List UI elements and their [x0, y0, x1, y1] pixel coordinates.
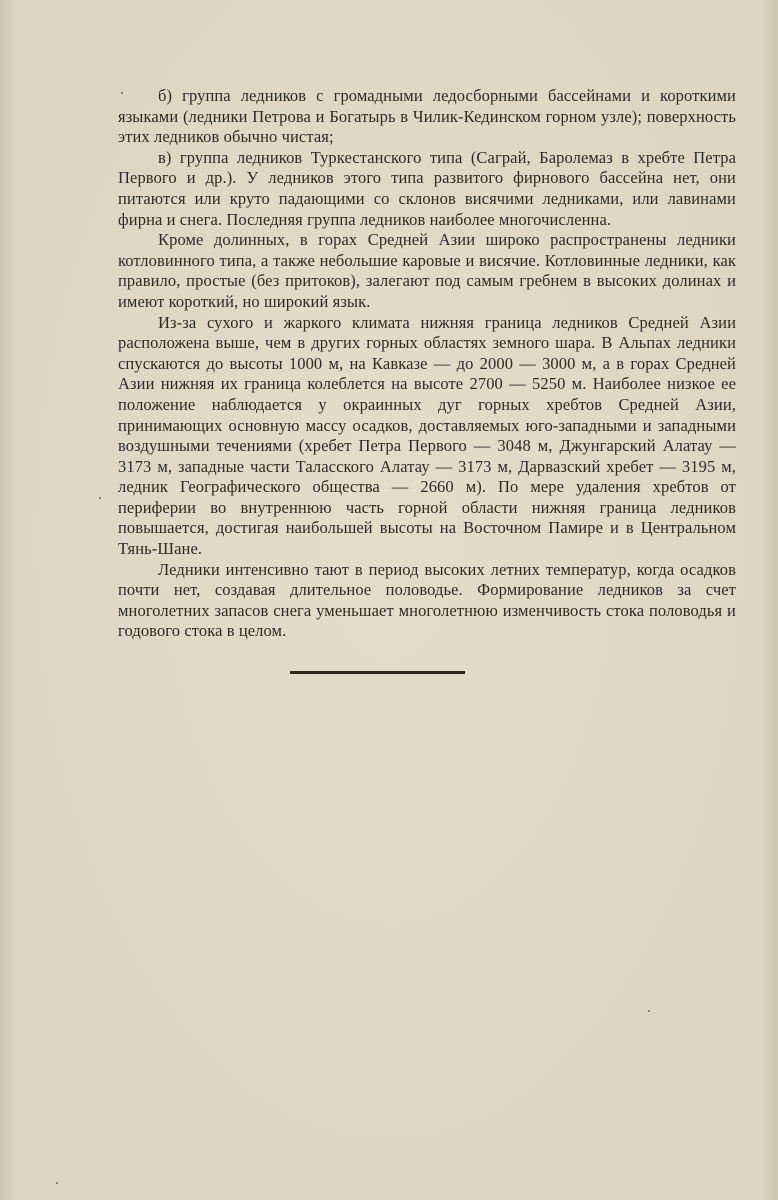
paragraph-melting: Ледники интенсивно тают в период высоких летних температур, когда осадков почти нет, создавая длительное половодье. Формирование ледников за счет многолетних запасов снега уменьшает многолетнюю изменчивость стока половодья и годового стока в целом.	[118, 559, 736, 641]
paper-speck	[56, 1182, 58, 1184]
paragraph-glacier-group-v: в) группа ледников Туркестанского типа (Саграй, Баролемаз в хребте Петра Первого и др.). У ледников этого типа развитого фирнового бассейна нет, они питаются или круто падающими со склонов висячими ледниками, или лавинами фирна и снега. Последняя группа ледников наиболее многочисленна.	[118, 147, 736, 229]
paragraph-glacier-group-b: б) группа ледников с громадными ледосборными бассейнами и короткими языками (ледники Петрова и Богатырь в Чилик-Кединском горном узле); поверхность этих ледников обычно чистая;	[118, 86, 736, 147]
body-text	[118, 86, 736, 642]
paper-speck	[99, 497, 101, 499]
paragraph-lower-boundary: Из-за сухого и жаркого климата нижняя граница ледников Средней Азии расположена выше, чем в других горных областях земного шара. В Альпах ледники спускаются до высоты 1000 м, на Кавказе — до 2000 — 3000 м, а в горах Средней Азии нижняя их граница колеблется на высоте 2700 — 5250 м. Наиболее низкое ее положение наблюдается у окраинных дуг горных хребтов Средней Азии, принимающих основную массу осадков, доставляемых юго-западными и западными воздушными течениями (хребет Петра Первого — 3048 м, Джунгарский Алатау — 3173 м, западные части Таласского Алатау — 3173 м, Дарвазский хребет — 3195 м, ледник Географического общества — 2660 м). По мере удаления хребтов от периферии во внутреннюю часть горной области нижняя граница ледников повышается, достигая наибольшей высоты на Восточном Памире и в Центральном Тянь-Шане.	[118, 312, 736, 559]
paper-speck	[648, 1010, 650, 1012]
paper-speck	[121, 92, 123, 94]
paragraph-basin-glaciers: Кроме долинных, в горах Средней Азии широко распространены ледники котловинного типа, а также небольшие каровые и висячие. Котловинные ледники, как правило, простые (без притоков), залегают под самым гребнем в высоких долинах и имеют короткий, но широкий язык.	[118, 230, 736, 311]
section-end-rule	[290, 671, 465, 674]
